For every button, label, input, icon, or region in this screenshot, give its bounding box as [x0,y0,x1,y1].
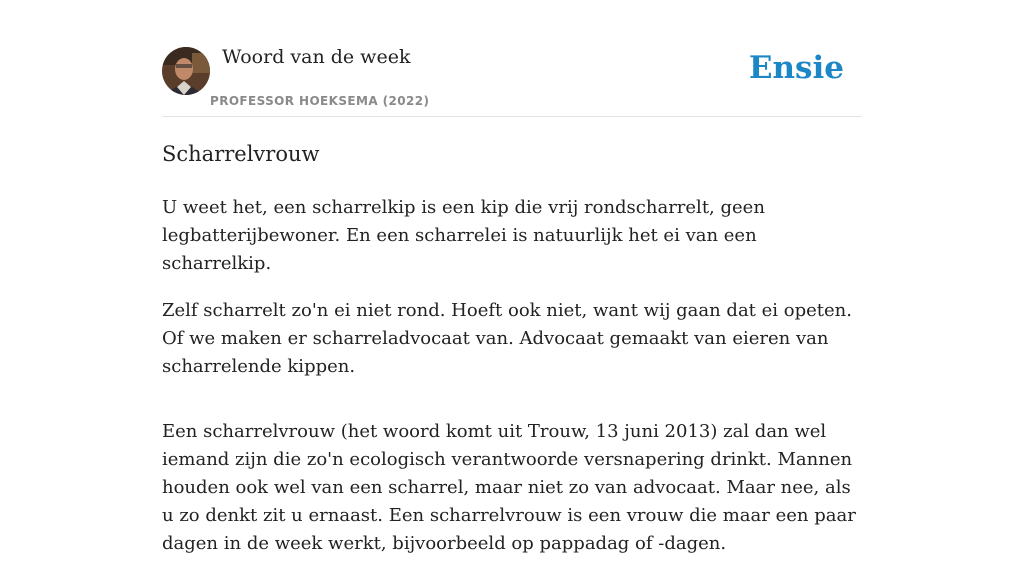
author-name[interactable]: PROFESSOR HOEKSEMA (2022) [210,94,430,108]
paragraph: Een scharrelvrouw (het woord komt uit Trouw, 13 juni 2013) zal dan wel iemand zijn die zo'n ecologisch verantwoorde versnapering drinkt. Mannen houden ook wel van een scharrel, maar niet zo van advocaat. Maar nee, als u zo denkt zit u ernaast. Een scharrelvrouw is een vrouw die maar een paar dagen in de week werkt, bijvoorbeeld op pappadag of -dagen. [162,421,856,554]
author-avatar[interactable] [162,47,210,95]
paragraph: Zelf scharrelt zo'n ei niet rond. Hoeft ook niet, want wij gaan dat ei opeten. Of we maken er scharreladvocaat van. Advocaat gemaakt van eieren van scharrelende kippen. [162,300,852,377]
article-title: Scharrelvrouw [162,142,320,166]
article-header [162,46,862,117]
paragraph: U weet het, een scharrelkip is een kip die vrij rondscharrelt, geen legbatterijbewoner. En een scharrelei is natuurlijk het ei van een scharrelkip. [162,197,765,274]
series-title[interactable]: Woord van de week [222,46,411,68]
article-body [162,139,862,577]
avatar-photo-icon [162,47,210,95]
brand-logo[interactable]: Ensie [748,50,844,86]
